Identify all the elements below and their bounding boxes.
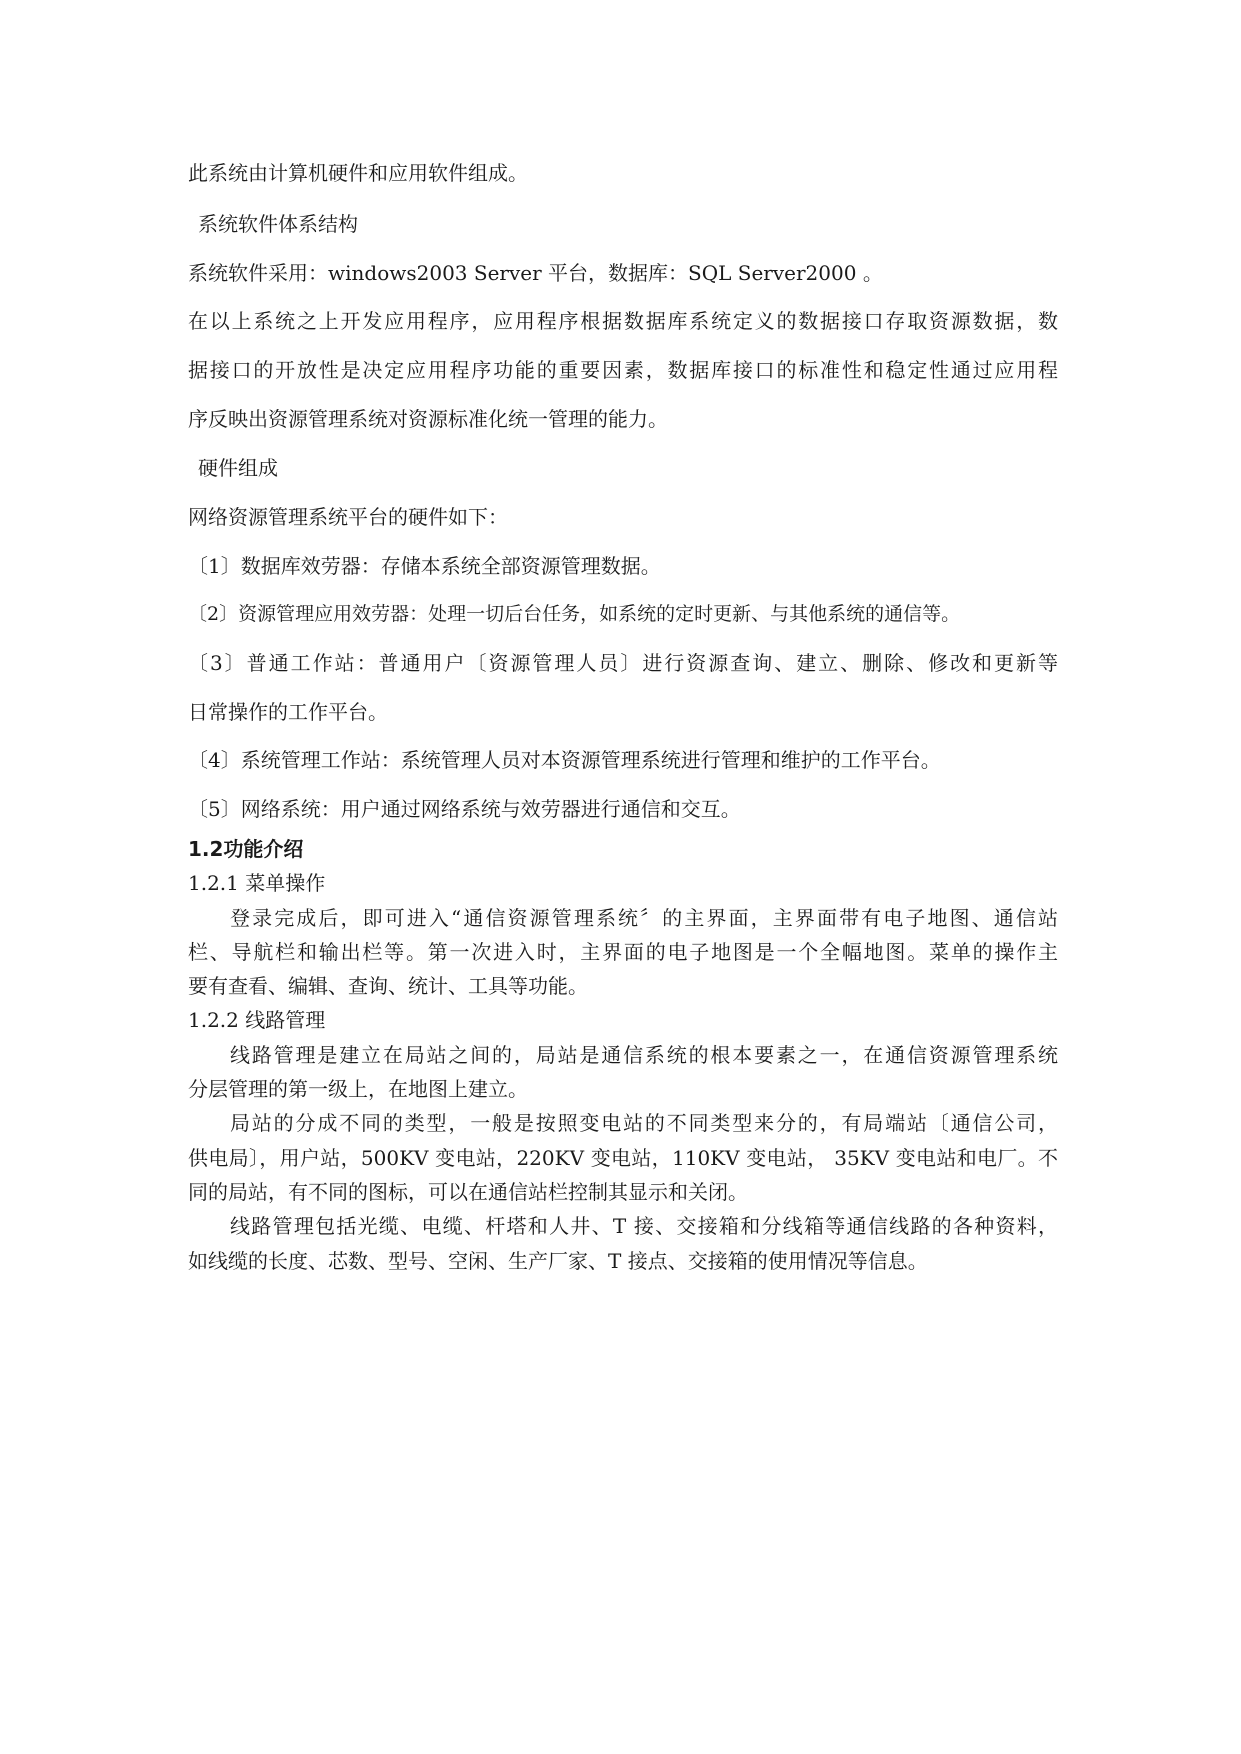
hardware-item-3-line-2: 日常操作的工作平台。: [188, 700, 388, 724]
paragraph-app-line-3: 序反映出资源管理系统对资源标准化统一管理的能力。: [188, 407, 668, 431]
line-mgmt-paragraph-1-line-2: 分层管理的第一级上，在地图上建立。: [188, 1077, 528, 1101]
paragraph-software: 系统软件采用：windows2003 Server 平台，数据库：SQL Server2000 。: [188, 261, 883, 285]
menu-paragraph-line-1: 登录完成后，即可进入“通信资源管理系统〞的主界面，主界面带有电子地图、通信站: [230, 906, 1058, 930]
hardware-item-3-line-1: 〔3〕普通工作站：普通用户〔资源管理人员〕进行资源查询、建立、删除、修改和更新等: [188, 651, 1058, 675]
line-mgmt-paragraph-1-line-1: 线路管理是建立在局站之间的，局站是通信系统的根本要素之一，在通信资源管理系统: [230, 1043, 1058, 1067]
paragraph-intro: 此系统由计算机硬件和应用软件组成。: [188, 161, 528, 185]
hardware-item-5: 〔5〕网络系统：用户通过网络系统与效劳器进行通信和交互。: [188, 797, 741, 821]
menu-paragraph-line-3: 要有查看、编辑、查询、统计、工具等功能。: [188, 974, 588, 998]
line-mgmt-paragraph-2-line-2: 供电局〕，用户站，500KV 变电站，220KV 变电站，110KV 变电站， 35KV 变电站和电厂。不: [188, 1146, 1058, 1170]
subsection-title-1-2-2: 1.2.2 线路管理: [188, 1008, 326, 1032]
heading-hardware: 硬件组成: [198, 456, 278, 480]
paragraph-app-line-1: 在以上系统之上开发应用程序，应用程序根据数据库系统定义的数据接口存取资源数据，数: [188, 309, 1058, 333]
section-title-1-2: 1.2功能介绍: [188, 837, 304, 861]
hardware-item-1: 〔1〕数据库效劳器：存储本系统全部资源管理数据。: [188, 554, 661, 578]
subsection-title-1-2-1: 1.2.1 菜单操作: [188, 871, 326, 895]
line-mgmt-paragraph-3-line-1: 线路管理包括光缆、电缆、杆塔和人井、T 接、交接箱和分线箱等通信线路的各种资料，: [230, 1214, 1058, 1238]
paragraph-hardware-intro: 网络资源管理系统平台的硬件如下：: [188, 505, 508, 529]
line-mgmt-paragraph-3-line-2: 如线缆的长度、芯数、型号、空闲、生产厂家、T 接点、交接箱的使用情况等信息。: [188, 1249, 928, 1273]
heading-software-architecture: 系统软件体系结构: [198, 212, 358, 236]
hardware-item-2: 〔2〕资源管理应用效劳器：处理一切后台任务，如系统的定时更新、与其他系统的通信等。: [188, 603, 961, 625]
hardware-item-4: 〔4〕系统管理工作站：系统管理人员对本资源管理系统进行管理和维护的工作平台。: [188, 748, 941, 772]
paragraph-app-line-2: 据接口的开放性是决定应用程序功能的重要因素，数据库接口的标准性和稳定性通过应用程: [188, 358, 1058, 382]
menu-paragraph-line-2: 栏、导航栏和输出栏等。第一次进入时，主界面的电子地图是一个全幅地图。菜单的操作主: [188, 940, 1058, 964]
line-mgmt-paragraph-2-line-3: 同的局站，有不同的图标，可以在通信站栏控制其显示和关闭。: [188, 1180, 748, 1204]
line-mgmt-paragraph-2-line-1: 局站的分成不同的类型，一般是按照变电站的不同类型来分的，有局端站〔通信公司，: [230, 1111, 1058, 1135]
